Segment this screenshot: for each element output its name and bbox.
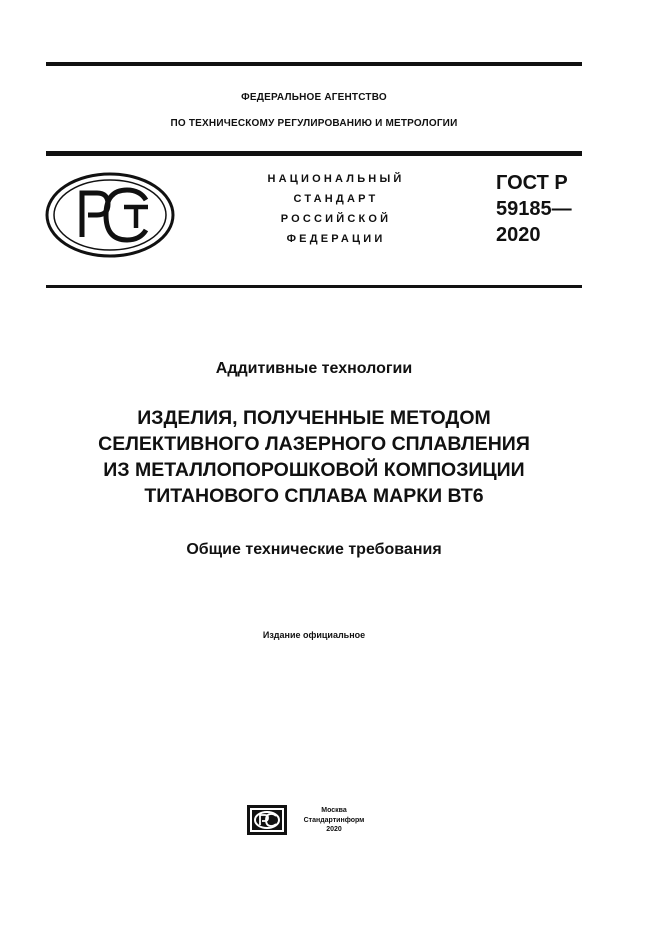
- edition-label: Издание официальное: [262, 630, 366, 640]
- header-bottom-rule: [46, 285, 582, 288]
- publisher-year: 2020: [326, 826, 342, 833]
- gost-designation-line-2: 59185—: [496, 198, 572, 220]
- title-line-3: ИЗ МЕТАЛЛОПОРОШКОВОЙ КОМПОЗИЦИИ: [103, 459, 525, 481]
- standard-type-line-1: НАЦИОНАЛЬНЫЙ: [267, 173, 405, 185]
- title-line-1: ИЗДЕЛИЯ, ПОЛУЧЕННЫЕ МЕТОДОМ: [137, 407, 491, 429]
- publisher-city: Москва: [321, 807, 347, 814]
- publisher-name: Стандартинформ: [303, 816, 365, 824]
- top-rule: [46, 62, 582, 66]
- gost-designation-line-1: ГОСТ Р: [496, 172, 568, 194]
- agency-line-1: ФЕДЕРАЛЬНОЕ АГЕНТСТВО: [241, 92, 387, 103]
- title-line-4: ТИТАНОВОГО СПЛАВА МАРКИ ВТ6: [144, 485, 484, 507]
- gost-designation-line-3: 2020: [496, 224, 541, 246]
- rst-logo-icon: [44, 170, 176, 260]
- document-subject: Аддитивные технологии: [215, 360, 413, 377]
- standard-type-line-3: РОССИЙСКОЙ: [280, 213, 392, 225]
- title-line-2: СЕЛЕКТИВНОГО ЛАЗЕРНОГО СПЛАВЛЕНИЯ: [98, 433, 530, 455]
- document-subtitle: Общие технические требования: [186, 541, 442, 558]
- standard-type-line-4: ФЕДЕРАЦИИ: [286, 233, 386, 245]
- standard-type-line-2: СТАНДАРТ: [293, 193, 379, 205]
- header-rule: [46, 151, 582, 156]
- standartinform-logo-icon: [247, 805, 287, 835]
- agency-line-2: ПО ТЕХНИЧЕСКОМУ РЕГУЛИРОВАНИЮ И МЕТРОЛОГИИ: [170, 118, 458, 129]
- publisher-block: [300, 806, 368, 835]
- document-title: [46, 405, 582, 509]
